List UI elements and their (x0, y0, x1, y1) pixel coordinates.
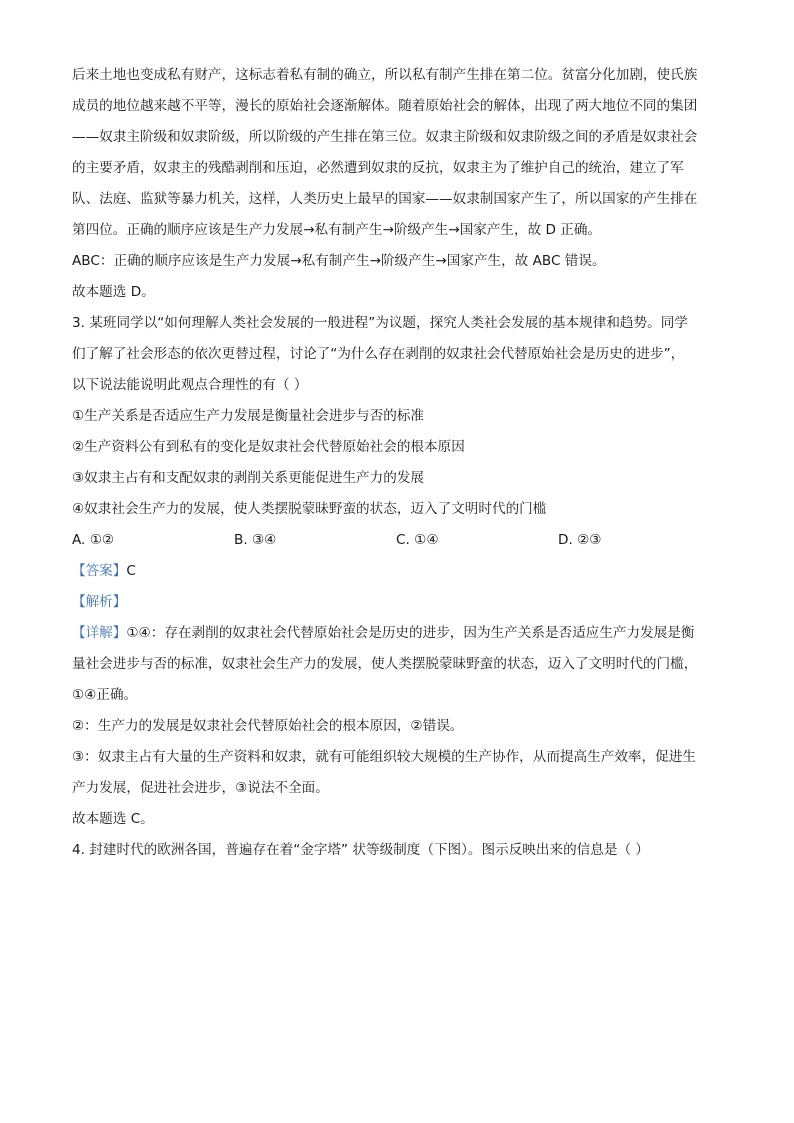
detail-line (72, 618, 722, 649)
text-line: 产力发展，促进社会进步，③说法不全面。 (72, 780, 329, 796)
question-stem: 以下说法能说明此观点合理性的有（ ） (72, 377, 308, 393)
statement-item: ③奴隶主占有和支配奴隶的剥削关系更能促进生产力的发展 (72, 470, 425, 486)
text-line: 量社会进步与否的标准，奴隶社会生产力的发展，使人类摆脱蒙昧野蛮的状态，迈入了文明时代的门槛， (72, 656, 698, 672)
text-line: 后来土地也变成私有财产，这标志着私有制的确立，所以私有制产生排在第二位。贫富分化加剧，使氏族 (72, 67, 698, 83)
option-b: B. ③④ (234, 532, 277, 548)
text-line: ABC：正确的顺序应该是生产力发展→私有制产生→阶级产生→国家产生，故 ABC 错误。 (72, 253, 606, 269)
statement-item: ①生产关系是否适应生产力发展是衡量社会进步与否的标准 (72, 408, 425, 424)
text-line: 第四位。正确的顺序应该是生产力发展→私有制产生→阶级产生→国家产生，故 D 正确。 (72, 222, 602, 238)
option-a: A. ①② (72, 532, 115, 548)
detail-label: 【详解】 (72, 625, 127, 641)
statement-item: ②生产资料公有到私有的变化是奴隶社会代替原始社会的根本原因 (72, 439, 465, 455)
text-line: 故本题选 C。 (72, 811, 154, 827)
detail-text: ①④：存在剥削的奴隶社会代替原始社会是历史的进步，因为生产关系是否适应生产力发展是衡 (126, 625, 695, 641)
question-stem: 们了解了社会形态的依次更替过程，讨论了“为什么存在剥削的奴隶社会代替原始社会是历史的进步”， (72, 346, 685, 362)
question-stem: 3. 某班同学以“如何理解人类社会发展的一般进程”为议题，探究人类社会发展的基本规律和趋势。同学 (72, 315, 688, 331)
answer-value: C (126, 563, 136, 579)
analysis-label: 【解析】 (72, 594, 127, 610)
option-c: C. ①④ (396, 532, 439, 548)
text-line: ——奴隶主阶级和奴隶阶级，所以阶级的产生排在第三位。奴隶主阶级和奴隶阶级之间的矛盾是奴隶社会 (72, 129, 698, 145)
text-line: 成员的地位越来越不平等，漫长的原始社会逐渐解体。随着原始社会的解体，出现了两大地位不同的集团 (72, 98, 698, 114)
answer-label: 【答案】 (72, 563, 127, 579)
document-page (72, 60, 722, 866)
text-line: 故本题选 D。 (72, 284, 155, 300)
text-line: 的主要矛盾，奴隶主的残酷剥削和压迫，必然遭到奴隶的反抗，奴隶主为了维护自己的统治，建立了军 (72, 160, 684, 176)
text-line: ①④正确。 (72, 687, 138, 703)
option-d: D. ②③ (558, 532, 602, 548)
text-line: 队、法庭、监狱等暴力机关，这样，人类历史上最早的国家——奴隶制国家产生了，所以国家的产生排在 (72, 191, 698, 207)
text-line: ③：奴隶主占有大量的生产资料和奴隶，就有可能组织较大规模的生产协作，从而提高生产效率，促进生 (72, 749, 696, 765)
text-line: ②：生产力的发展是奴隶社会代替原始社会的根本原因，②错误。 (72, 718, 464, 734)
analysis-line (72, 587, 722, 618)
question-stem: 4. 封建时代的欧洲各国，普遍存在着“金字塔” 状等级制度（下图）。图示反映出来的信息是（ ） (72, 842, 649, 858)
answer-line (72, 556, 722, 587)
answer-options (72, 525, 722, 556)
statement-item: ④奴隶社会生产力的发展，使人类摆脱蒙昧野蛮的状态，迈入了文明时代的门槛 (72, 501, 547, 517)
